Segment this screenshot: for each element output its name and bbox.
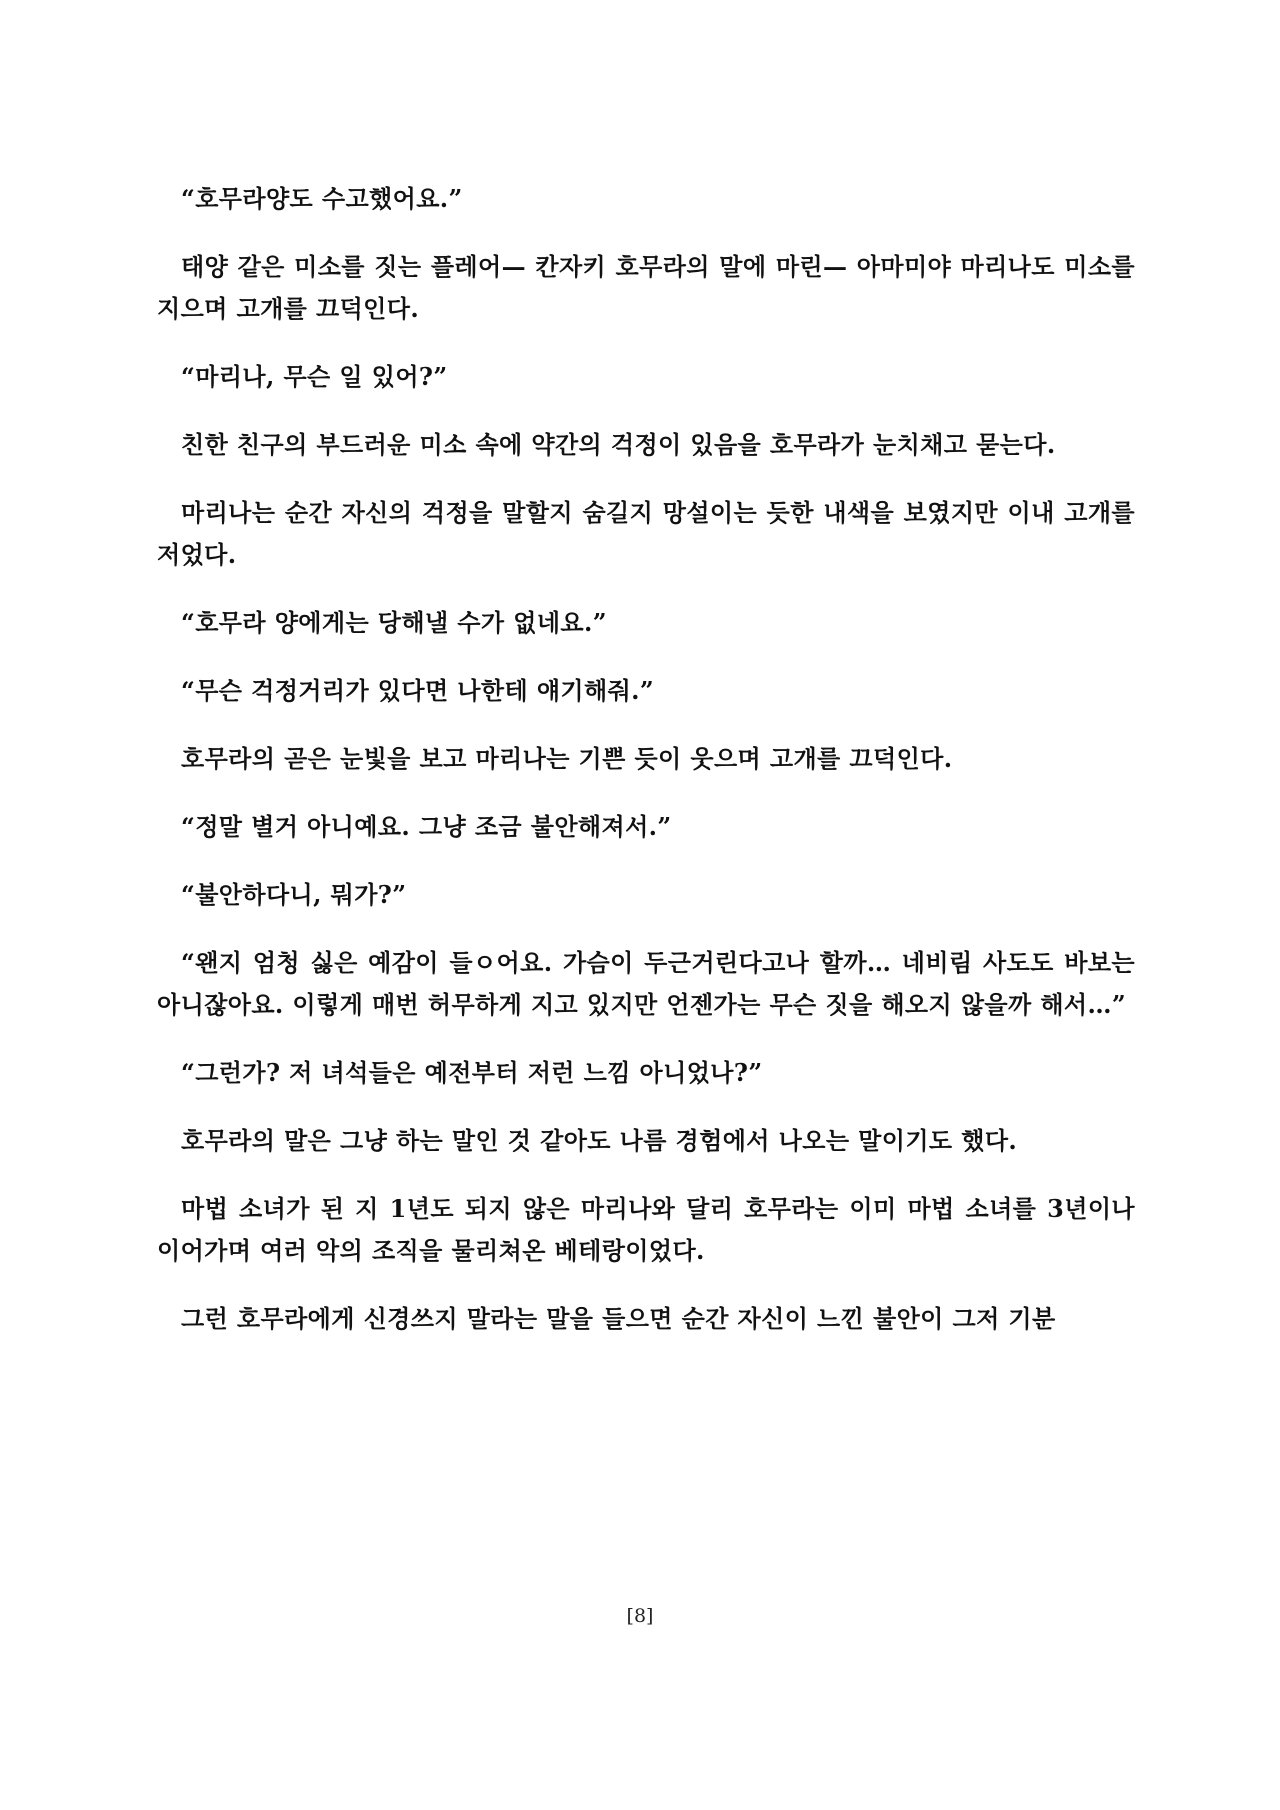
paragraph-dialogue-8: “그런가? 저 녀석들은 예전부터 저런 느낌 아니었나?” bbox=[181, 1058, 763, 1087]
paragraph-dialogue-6: “불안하다니, 뭐가?” bbox=[181, 880, 407, 909]
paragraph-dialogue-7: “왠지 엄청 싫은 예감이 들ㅇ어요. 가슴이 두근거린다고나 할까… 네비림 사도도 바보는 아니잖아요. 이렇게 매번 허무하게 지고 있지만 언젠가는 무슨 짓을 해오지 않을까 해서…” bbox=[157, 948, 1135, 1019]
paragraph-narration-1: 태양 같은 미소를 짓는 플레어— 칸자키 호무라의 말에 마린— 아마미야 마리나도 미소를 지으며 고개를 끄덕인다. bbox=[157, 252, 1135, 323]
paragraph-narration-4: 호무라의 곧은 눈빛을 보고 마리나는 기쁜 듯이 웃으며 고개를 끄덕인다. bbox=[181, 744, 953, 773]
paragraph-narration-5: 호무라의 말은 그냥 하는 말인 것 같아도 나름 경험에서 나오는 말이기도 했다. bbox=[181, 1126, 1018, 1155]
paragraph-narration-7: 그런 호무라에게 신경쓰지 말라는 말을 들으면 순간 자신이 느낀 불안이 그저 기분 bbox=[181, 1304, 1056, 1333]
body-text bbox=[157, 178, 1135, 1366]
paragraph-dialogue-5: “정말 별거 아니예요. 그냥 조금 불안해져서.” bbox=[181, 812, 672, 841]
paragraph-narration-2: 친한 친구의 부드러운 미소 속에 약간의 걱정이 있음을 호무라가 눈치채고 묻는다. bbox=[181, 430, 1056, 459]
paragraph-dialogue-1: “호무라양도 수고했어요.” bbox=[181, 184, 463, 213]
paragraph-dialogue-4: “무슨 걱정거리가 있다면 나한테 얘기해줘.” bbox=[181, 676, 655, 705]
page-number: [8] bbox=[626, 1605, 654, 1627]
paragraph-narration-6: 마법 소녀가 된 지 1년도 되지 않은 마리나와 달리 호무라는 이미 마법 소녀를 3년이나 이어가며 여러 악의 조직을 물리쳐온 베테랑이었다. bbox=[157, 1194, 1135, 1265]
paragraph-dialogue-2: “마리나, 무슨 일 있어?” bbox=[181, 362, 448, 391]
paragraph-narration-3: 마리나는 순간 자신의 걱정을 말할지 숨길지 망설이는 듯한 내색을 보였지만 이내 고개를 저었다. bbox=[157, 498, 1135, 569]
paragraph-dialogue-3: “호무라 양에게는 당해낼 수가 없네요.” bbox=[181, 608, 607, 637]
